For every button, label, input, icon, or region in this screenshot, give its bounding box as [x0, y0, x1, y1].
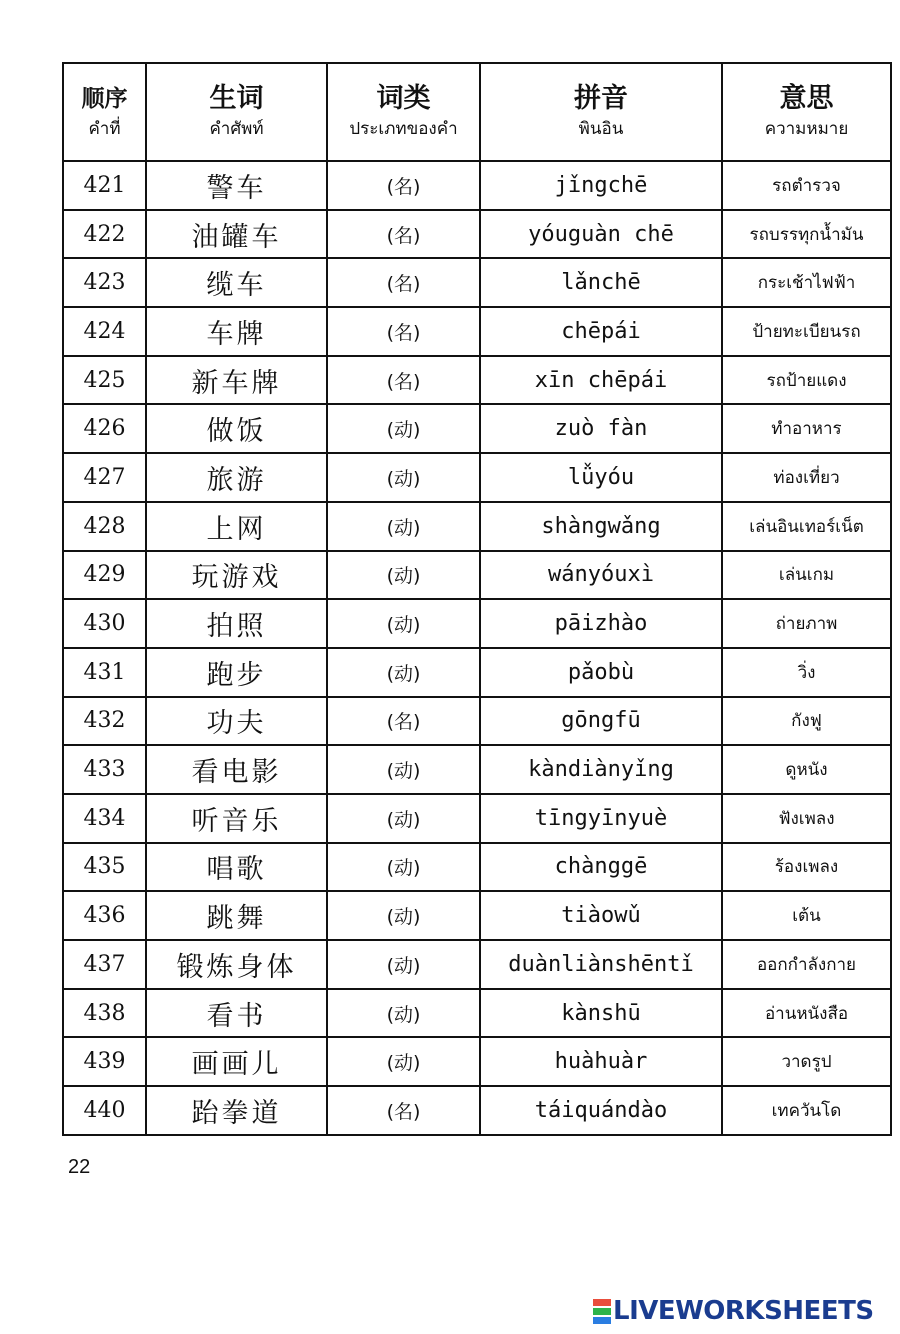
- row-pinyin: tiàowǔ: [480, 891, 722, 940]
- row-pinyin: lǎnchē: [480, 258, 722, 307]
- header-word: [146, 63, 327, 161]
- header-word-cn: 生词: [209, 83, 264, 114]
- table-row: [63, 794, 891, 843]
- logo-bar-blue: [593, 1317, 611, 1324]
- table-row: [63, 502, 891, 551]
- row-number: 435: [63, 843, 146, 892]
- row-pos: (名): [327, 356, 480, 405]
- table-row: [63, 551, 891, 600]
- table-body: [63, 161, 891, 1135]
- row-meaning: เล่นเกม: [722, 551, 891, 600]
- row-pinyin: táiquándào: [480, 1086, 722, 1135]
- liveworksheets-logo: [593, 1296, 874, 1326]
- row-meaning: ทำอาหาร: [722, 404, 891, 453]
- row-pos: (名): [327, 307, 480, 356]
- table-row: [63, 599, 891, 648]
- logo-text: LIVEWORKSHEETS: [613, 1296, 874, 1326]
- row-word: 上网: [146, 502, 327, 551]
- row-pinyin: pāizhào: [480, 599, 722, 648]
- row-meaning: ท่องเที่ยว: [722, 453, 891, 502]
- row-pos: (动): [327, 745, 480, 794]
- logo-bar-red: [593, 1299, 611, 1306]
- row-pos: (名): [327, 161, 480, 210]
- row-word: 玩游戏: [146, 551, 327, 600]
- header-pinyin-th: พินอิน: [578, 119, 624, 139]
- row-word: 跑步: [146, 648, 327, 697]
- row-pos: (名): [327, 258, 480, 307]
- table-row: [63, 648, 891, 697]
- row-pos: (名): [327, 1086, 480, 1135]
- row-meaning: เทควันโด: [722, 1086, 891, 1135]
- header-order: [63, 63, 146, 161]
- row-word: 锻炼身体: [146, 940, 327, 989]
- row-meaning: อ่านหนังสือ: [722, 989, 891, 1038]
- row-pinyin: tīngyīnyuè: [480, 794, 722, 843]
- row-meaning: ร้องเพลง: [722, 843, 891, 892]
- row-word: 跳舞: [146, 891, 327, 940]
- row-pinyin: yóuguàn chē: [480, 210, 722, 259]
- row-word: 看电影: [146, 745, 327, 794]
- row-pinyin: kànshū: [480, 989, 722, 1038]
- table-row: [63, 843, 891, 892]
- row-number: 439: [63, 1037, 146, 1086]
- row-word: 唱歌: [146, 843, 327, 892]
- row-meaning: เต้น: [722, 891, 891, 940]
- row-pinyin: chànggē: [480, 843, 722, 892]
- header-row: [63, 63, 891, 161]
- row-word: 看书: [146, 989, 327, 1038]
- row-pos: (动): [327, 648, 480, 697]
- row-number: 422: [63, 210, 146, 259]
- header-pinyin: [480, 63, 722, 161]
- row-number: 427: [63, 453, 146, 502]
- row-number: 433: [63, 745, 146, 794]
- header-order-th: คำที่: [88, 119, 121, 139]
- row-word: 听音乐: [146, 794, 327, 843]
- row-word: 旅游: [146, 453, 327, 502]
- row-pinyin: lǚyóu: [480, 453, 722, 502]
- row-number: 425: [63, 356, 146, 405]
- row-pinyin: xīn chēpái: [480, 356, 722, 405]
- row-number: 436: [63, 891, 146, 940]
- header-order-cn: 顺序: [81, 86, 128, 112]
- table-row: [63, 453, 891, 502]
- row-pos: (动): [327, 404, 480, 453]
- table-row: [63, 161, 891, 210]
- header-pos-cn: 词类: [376, 83, 431, 114]
- table-row: [63, 989, 891, 1038]
- row-word: 油罐车: [146, 210, 327, 259]
- row-pinyin: shàngwǎng: [480, 502, 722, 551]
- row-pinyin: duànliànshēntǐ: [480, 940, 722, 989]
- row-pinyin: kàndiànyǐng: [480, 745, 722, 794]
- row-number: 440: [63, 1086, 146, 1135]
- row-word: 警车: [146, 161, 327, 210]
- table-row: [63, 1037, 891, 1086]
- header-meaning-th: ความหมาย: [764, 119, 849, 139]
- logo-mark-icon: [593, 1298, 611, 1325]
- row-pos: (动): [327, 599, 480, 648]
- row-pos: (动): [327, 891, 480, 940]
- row-pinyin: pǎobù: [480, 648, 722, 697]
- table-row: [63, 891, 891, 940]
- row-word: 做饭: [146, 404, 327, 453]
- table-row: [63, 404, 891, 453]
- row-number: 428: [63, 502, 146, 551]
- row-number: 432: [63, 697, 146, 746]
- row-pinyin: chēpái: [480, 307, 722, 356]
- row-number: 429: [63, 551, 146, 600]
- row-word: 拍照: [146, 599, 327, 648]
- row-meaning: เล่นอินเทอร์เน็ต: [722, 502, 891, 551]
- row-number: 430: [63, 599, 146, 648]
- row-meaning: ออกกำลังกาย: [722, 940, 891, 989]
- row-word: 缆车: [146, 258, 327, 307]
- row-pos: (名): [327, 697, 480, 746]
- row-meaning: วิ่ง: [722, 648, 891, 697]
- table-row: [63, 307, 891, 356]
- row-meaning: ป้ายทะเบียนรถ: [722, 307, 891, 356]
- table-row: [63, 356, 891, 405]
- table-row: [63, 697, 891, 746]
- row-word: 画画儿: [146, 1037, 327, 1086]
- header-meaning-cn: 意思: [779, 83, 834, 114]
- row-word: 新车牌: [146, 356, 327, 405]
- row-number: 437: [63, 940, 146, 989]
- header-pos-th: ประเภทของคำ: [349, 119, 458, 139]
- row-pos: (动): [327, 794, 480, 843]
- row-pos: (动): [327, 551, 480, 600]
- row-pos: (动): [327, 843, 480, 892]
- row-meaning: ดูหนัง: [722, 745, 891, 794]
- row-number: 424: [63, 307, 146, 356]
- logo-bar-green: [593, 1308, 611, 1315]
- table-row: [63, 210, 891, 259]
- table-row: [63, 1086, 891, 1135]
- page-number: 22: [68, 1156, 91, 1178]
- row-pinyin: huàhuàr: [480, 1037, 722, 1086]
- row-number: 434: [63, 794, 146, 843]
- table-row: [63, 745, 891, 794]
- row-word: 功夫: [146, 697, 327, 746]
- table-header: [63, 63, 891, 161]
- row-number: 431: [63, 648, 146, 697]
- row-pos: (动): [327, 989, 480, 1038]
- row-pos: (动): [327, 940, 480, 989]
- row-word: 跆拳道: [146, 1086, 327, 1135]
- row-number: 423: [63, 258, 146, 307]
- row-pos: (动): [327, 1037, 480, 1086]
- row-number: 426: [63, 404, 146, 453]
- row-word: 车牌: [146, 307, 327, 356]
- row-meaning: ฟังเพลง: [722, 794, 891, 843]
- row-number: 421: [63, 161, 146, 210]
- row-meaning: กังฟู: [722, 697, 891, 746]
- row-pos: (动): [327, 502, 480, 551]
- header-meaning: [722, 63, 891, 161]
- row-pinyin: gōngfū: [480, 697, 722, 746]
- table-row: [63, 258, 891, 307]
- header-word-th: คำศัพท์: [209, 119, 264, 139]
- row-meaning: กระเช้าไฟฟ้า: [722, 258, 891, 307]
- table-row: [63, 940, 891, 989]
- row-pinyin: jǐngchē: [480, 161, 722, 210]
- row-meaning: วาดรูป: [722, 1037, 891, 1086]
- row-number: 438: [63, 989, 146, 1038]
- row-meaning: รถป้ายแดง: [722, 356, 891, 405]
- row-pinyin: zuò fàn: [480, 404, 722, 453]
- header-pos: [327, 63, 480, 161]
- row-meaning: รถบรรทุกน้ำมัน: [722, 210, 891, 259]
- row-meaning: รถตำรวจ: [722, 161, 891, 210]
- row-pos: (名): [327, 210, 480, 259]
- header-pinyin-cn: 拼音: [574, 83, 628, 114]
- vocabulary-table: [62, 62, 892, 1136]
- row-pinyin: wányóuxì: [480, 551, 722, 600]
- row-pos: (动): [327, 453, 480, 502]
- row-meaning: ถ่ายภาพ: [722, 599, 891, 648]
